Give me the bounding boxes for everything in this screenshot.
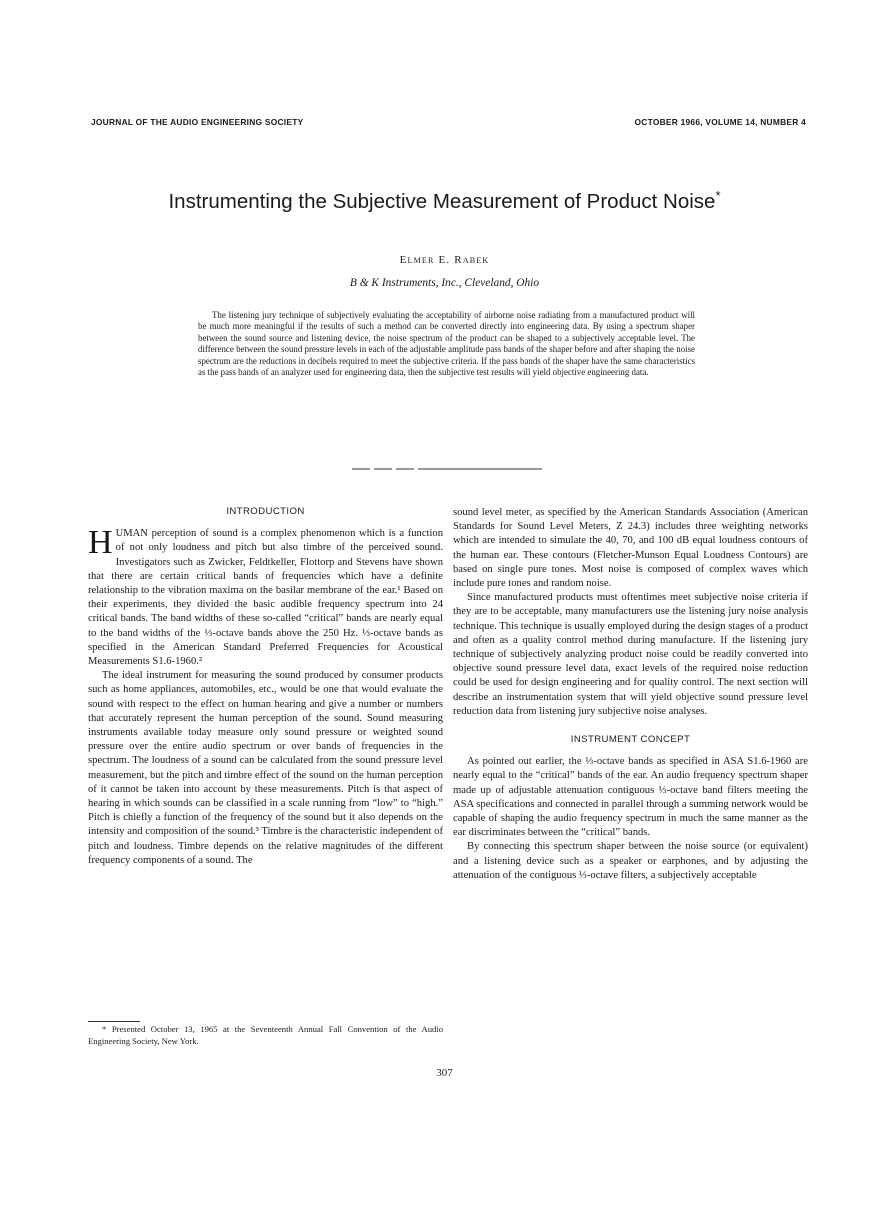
intro-paragraph-1-text: perception of sound is a complex phenomenon which is a function of not only loudness and pitch but also timbre of the perceived sound. Investigators such as Zwicker, Feldtkeller, Flottorp and Stevens have shown that there are certain critical bands of frequencies which have a definite relationship to the vibration maxima on the basilar membrane of the ear.¹ Based on their experiments, they divided the basic audible frequency spectrum into 24 critical bands. The band widths of these so-called “critical” bands are nearly equal to the band widths of the ⅓-octave bands above the 250 Hz. ⅓-octave bands as specified in the American Standard Preferred Frequencies for Acoustical Measurements S1.6-1960.² xyxy=(88,528,443,668)
intro-paragraph-1 xyxy=(88,524,443,669)
journal-running-head: JOURNAL OF THE AUDIO ENGINEERING SOCIETY xyxy=(91,117,304,127)
issue-running-head: OCTOBER 1966, VOLUME 14, NUMBER 4 xyxy=(634,117,806,127)
intro-paragraph-2: The ideal instrument for measuring the sound produced by consumer products such as home appliances, automobiles, etc., would be one that would evaluate the sound with respect to the effect on human hearing and give a number or numbers that accurately represent the human perception of the sound. Sound measuring instruments available today measure only sound pressure or weighted sound pressure over the entire audio spectrum or over bands of frequencies in the spectrum. The loudness of a sound can be calculated from the sound pressure level measurement, but the pitch and timbre effect of the sound on the human perception of it cannot be taken into account by these measurements. Pitch is that aspect of hearing in which sounds can be classified in a scale running from “low” to “high.” Pitch is chiefly a function of the frequency of the sound but it also depends on the intensity and composition of the sound.³ Timbre is the characteristic independent of pitch and loudness. Timbre depends on the relative magnitudes of the different frequency components of a sound. The xyxy=(88,670,443,866)
abstract: The listening jury technique of subjectively evaluating the acceptability of airborne noise radiating from a manufactured product will be much more meaningful if the results of such a method can be converted directly into engineering data. By using a spectrum shaper between the sound source and listening device, the noise spectrum of the product can be shaped to a subjectively acceptable level. The difference between the sound pressure levels in each of the adjustable amplitude pass bands of the shaper before and after shaping the noise spectrum are the reductions in decibels required to meet the subjective criteria. If the pass bands of the shaper have the same characteristics as the pass bands of an analyzer used for engineering data, then the subjective test results will yield objective engineering data. xyxy=(198,310,695,378)
concept-paragraph-1: As pointed out earlier, the ⅓-octave bands as specified in ASA S1.6-1960 are nearly equal to the “critical” bands of the ear. An audio frequency spectrum shaper made up of adjustable attenuation contiguous ⅓-octave band filters meeting the ASA specifications and connected in parallel through a summing network would be capable of shaping the audio frequency spectrum in much the same manner as the ear discriminates between the “critical” bands. xyxy=(453,756,808,839)
intro-paragraph-3: sound level meter, as specified by the American Standards Association (American Standards for Sound Level Meters, Z 24.3) includes three weighting networks which are intended to simulate the 40, 70, and 100 dB equal loudness contours of the human ear. These contours (Fletcher-Munson Equal Loudness Contours) are based on single pure tones. Most noise is composed of complex waves which include pure tones and random noise. xyxy=(453,507,808,590)
section-divider xyxy=(352,467,542,471)
article-title-text: Instrumenting the Subjective Measurement of Product Noise xyxy=(168,190,716,213)
left-column xyxy=(88,505,443,868)
footnote: * Presented October 13, 1965 at the Seventeenth Annual Fall Convention of the Audio Engineering Society, New York. xyxy=(88,1024,443,1046)
author-name: Elmer E. Rabek xyxy=(399,254,490,266)
concept-paragraph-2: By connecting this spectrum shaper between the noise source (or equivalent) and a listening device such as a speaker or earphones, and by adjusting the attenuation of the contiguous ⅓-octave filters, a subjectively acceptable xyxy=(453,841,808,881)
introduction-heading: INTRODUCTION xyxy=(226,506,305,517)
intro-paragraph-4: Since manufactured products must oftentimes meet subjective noise criteria if they are to be acceptable, many manufacturers use the listening jury noise analysis technique. This technique is usually employed during the design stages of a product and often as a quality control method during manufacture. If the listening jury technique of subjectively analyzing product noise could be readily converted into objective sound pressure level data, exact levels of the required noise reduction could be used for design engineering and for quality control. The next section will describe an instrumentation system that will yield objective sound pressure level reduction data from listening jury subjective noise analyses. xyxy=(453,592,808,717)
right-column xyxy=(453,506,808,883)
title-footnote-mark: * xyxy=(715,188,721,203)
author-affiliation: B & K Instruments, Inc., Cleveland, Ohio xyxy=(349,277,540,289)
drop-cap: H xyxy=(88,524,113,562)
intro-lead-word: UMAN xyxy=(115,528,148,540)
page-number: 307 xyxy=(436,1067,453,1079)
article-title xyxy=(0,190,889,214)
instrument-concept-heading: INSTRUMENT CONCEPT xyxy=(570,734,691,746)
footnote-rule xyxy=(88,1021,140,1022)
